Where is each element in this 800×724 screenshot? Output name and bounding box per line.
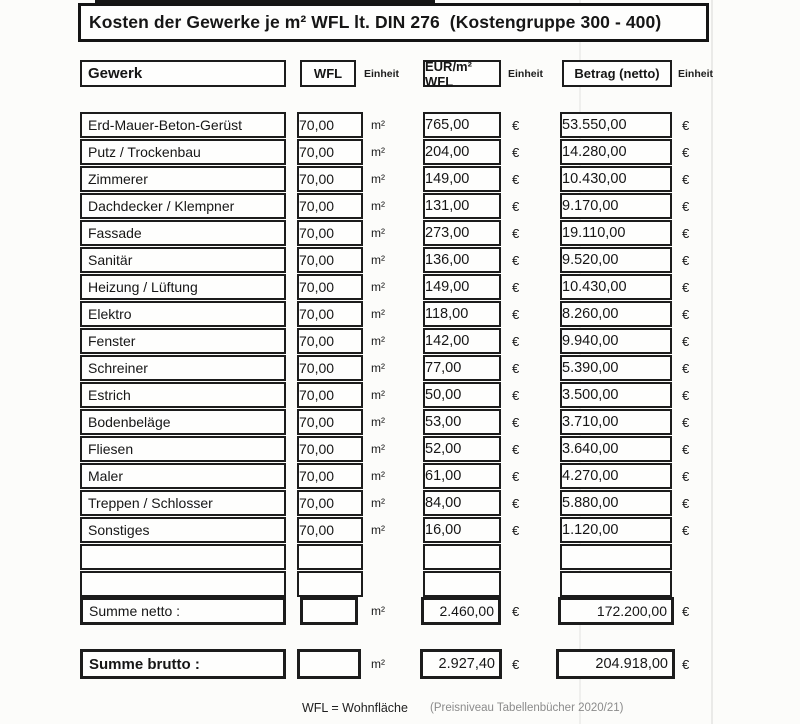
column-header-einheit: Einheit: [364, 67, 400, 80]
cell-betrag: [560, 247, 672, 273]
cell-eur-per-m2: [423, 328, 501, 354]
cell-eur-per-m2: [423, 463, 501, 489]
betrag-value: 3.500,00: [562, 387, 619, 403]
table-row: [0, 382, 800, 409]
wfl-value: 70,00: [299, 441, 335, 457]
unit-euro: €: [512, 225, 520, 241]
summe-netto-eur-value: 2.460,00: [439, 603, 494, 619]
cell-eur-per-m2: [423, 517, 501, 543]
unit-euro: €: [682, 333, 690, 349]
unit-euro: €: [682, 387, 690, 403]
unit-euro: €: [512, 656, 520, 672]
cell-betrag: [560, 328, 672, 354]
unit-m2: m²: [371, 604, 385, 618]
table-row: [0, 436, 800, 463]
cell-wfl: [297, 301, 363, 327]
gewerk-label: Fassade: [88, 225, 142, 241]
column-header-wfl: [300, 60, 356, 87]
betrag-value: 9.170,00: [562, 198, 619, 214]
betrag-value: 19.110,00: [562, 225, 626, 241]
unit-m2: m²: [371, 253, 385, 267]
gewerk-label: Bodenbeläge: [88, 414, 171, 430]
unit-m2: m²: [371, 118, 385, 132]
summe-brutto-eur-value: 2.927,40: [438, 656, 495, 672]
cell-eur-per-m2: [423, 193, 501, 219]
unit-m2: m²: [371, 361, 385, 375]
table-row: [0, 355, 800, 382]
cell-gewerk: [80, 274, 286, 300]
cell-eur-per-m2: [423, 247, 501, 273]
cell-wfl: [297, 112, 363, 138]
unit-m2: m²: [371, 469, 385, 483]
wfl-value: 70,00: [299, 360, 335, 376]
unit-euro: €: [512, 306, 520, 322]
column-header-eur-label: EUR/m² WFL: [425, 58, 472, 89]
summe-netto-row: [0, 597, 800, 627]
unit-euro: €: [682, 225, 690, 241]
betrag-value: 3.640,00: [562, 441, 619, 457]
gewerk-label: Treppen / Schlosser: [88, 495, 213, 511]
unit-euro: €: [682, 414, 690, 430]
cell-wfl: [297, 274, 363, 300]
table-row: [0, 409, 800, 436]
unit-euro: €: [682, 144, 690, 160]
eur-value: 53,00: [425, 414, 462, 430]
table-row: [0, 166, 800, 193]
table-row: [0, 517, 800, 544]
unit-m2: m²: [371, 199, 385, 213]
footer-note: (Preisniveau Tabellenbücher 2020/21): [430, 702, 624, 714]
unit-euro: €: [512, 252, 520, 268]
unit-euro: €: [512, 522, 520, 538]
unit-euro: €: [512, 360, 520, 376]
cell-wfl: [297, 436, 363, 462]
cell-wfl: [297, 247, 363, 273]
betrag-value: 4.270,00: [562, 468, 619, 484]
wfl-value: 70,00: [299, 117, 335, 133]
gewerk-label: Putz / Trockenbau: [88, 144, 201, 160]
cell-wfl: [297, 409, 363, 435]
cell-wfl: [297, 463, 363, 489]
summe-netto-label: Summe netto :: [89, 603, 181, 619]
column-header-betrag-label: Betrag (netto): [574, 66, 660, 81]
unit-euro: €: [682, 441, 690, 457]
unit-m2: m²: [371, 388, 385, 402]
eur-value: 77,00: [425, 360, 462, 376]
cell-betrag: [560, 220, 672, 246]
table-row: [0, 463, 800, 490]
cell-wfl: [297, 517, 363, 543]
wfl-value: 70,00: [299, 279, 335, 295]
eur-value: 204,00: [425, 144, 470, 160]
wfl-value: 70,00: [299, 306, 335, 322]
wfl-value: 70,00: [299, 144, 335, 160]
gewerk-label: Fenster: [88, 333, 136, 349]
cell-gewerk: [80, 517, 286, 543]
cell-wfl: [297, 166, 363, 192]
cell-wfl: [297, 193, 363, 219]
unit-euro: €: [682, 656, 690, 672]
unit-euro: €: [682, 198, 690, 214]
cell-betrag: [560, 166, 672, 192]
eur-value: 765,00: [425, 117, 470, 133]
table-row: [0, 220, 800, 247]
summe-brutto-label: Summe brutto :: [89, 655, 200, 673]
unit-m2: m²: [371, 226, 385, 240]
cell-gewerk: [80, 382, 286, 408]
cell-eur-per-m2: [423, 436, 501, 462]
unit-euro: €: [682, 468, 690, 484]
unit-euro: €: [512, 387, 520, 403]
unit-euro: €: [512, 198, 520, 214]
table-row-empty: [0, 571, 800, 598]
unit-euro: €: [682, 360, 690, 376]
cell-betrag: [560, 463, 672, 489]
cell-betrag: [560, 517, 672, 543]
summe-brutto-betrag-value: 204.918,00: [595, 656, 668, 672]
table-row: [0, 301, 800, 328]
column-header-wfl-label: WFL: [313, 66, 343, 81]
gewerk-label: Schreiner: [88, 360, 148, 376]
eur-value: 273,00: [425, 225, 470, 241]
eur-value: 118,00: [425, 306, 469, 322]
unit-m2: m²: [371, 280, 385, 294]
gewerk-label: Estrich: [88, 387, 131, 403]
column-header-eur-per-m2: [423, 60, 501, 87]
cell-gewerk: [80, 409, 286, 435]
unit-euro: €: [512, 441, 520, 457]
eur-value: 84,00: [425, 495, 462, 511]
unit-m2: m²: [371, 145, 385, 159]
footer-legend: WFL = Wohnfläche: [302, 701, 408, 715]
unit-m2: m²: [371, 523, 385, 537]
wfl-value: 70,00: [299, 225, 335, 241]
unit-euro: €: [682, 306, 690, 322]
eur-value: 61,00: [425, 468, 462, 484]
cell-gewerk: [80, 112, 286, 138]
betrag-value: 1.120,00: [562, 522, 619, 538]
summe-brutto-betrag-cell: [556, 649, 675, 679]
cell-wfl: [297, 355, 363, 381]
cell-gewerk: [80, 220, 286, 246]
unit-euro: €: [682, 117, 690, 133]
cell-gewerk: [80, 166, 286, 192]
unit-euro: €: [512, 144, 520, 160]
eur-value: 131,00: [425, 198, 470, 214]
cell-betrag: [560, 274, 672, 300]
unit-euro: €: [512, 603, 520, 619]
cell-eur-per-m2: [423, 409, 501, 435]
page-title-box: [78, 3, 709, 42]
unit-euro: €: [512, 468, 520, 484]
unit-m2: m²: [371, 496, 385, 510]
cell-gewerk: [80, 463, 286, 489]
unit-m2: m²: [371, 657, 385, 671]
cell-betrag: [560, 544, 672, 570]
gewerk-label: Erd-Mauer-Beton-Gerüst: [88, 117, 243, 133]
cell-gewerk: [80, 544, 286, 570]
unit-euro: €: [512, 333, 520, 349]
gewerk-label: Maler: [88, 468, 124, 484]
cell-gewerk: [80, 301, 286, 327]
betrag-value: 10.430,00: [562, 171, 627, 187]
cell-eur-per-m2: [423, 220, 501, 246]
betrag-value: 9.940,00: [562, 333, 619, 349]
unit-euro: €: [682, 522, 690, 538]
gewerk-label: Zimmerer: [88, 171, 148, 187]
unit-euro: €: [682, 279, 690, 295]
column-header-betrag-netto: [562, 60, 672, 87]
cell-gewerk: [80, 247, 286, 273]
cell-betrag: [560, 436, 672, 462]
unit-m2: m²: [371, 415, 385, 429]
eur-value: 52,00: [425, 441, 462, 457]
betrag-value: 53.550,00: [562, 117, 627, 133]
column-header-gewerk-label: Gewerk: [88, 65, 143, 82]
table-row: [0, 247, 800, 274]
eur-value: 149,00: [425, 171, 470, 187]
column-header-einheit: Einheit: [508, 67, 544, 80]
wfl-value: 70,00: [299, 198, 335, 214]
cell-eur-per-m2: [423, 166, 501, 192]
gewerk-label: Heizung / Lüftung: [88, 279, 198, 295]
cell-betrag: [560, 409, 672, 435]
betrag-value: 9.520,00: [562, 252, 619, 268]
table-row-empty: [0, 544, 800, 571]
wfl-value: 70,00: [299, 414, 335, 430]
cell-eur-per-m2: [423, 274, 501, 300]
cell-wfl: [297, 139, 363, 165]
gewerk-label: Fliesen: [88, 441, 134, 457]
wfl-value: 70,00: [299, 495, 335, 511]
page-title: Kosten der Gewerke je m² WFL lt. DIN 276 (Kostengruppe 300 - 400): [89, 12, 662, 32]
eur-value: 149,00: [425, 279, 470, 295]
table-row: [0, 328, 800, 355]
eur-value: 16,00: [425, 522, 462, 538]
betrag-value: 8.260,00: [562, 306, 619, 322]
cell-wfl: [297, 544, 363, 570]
unit-m2: m²: [371, 307, 385, 321]
cell-eur-per-m2: [423, 301, 501, 327]
unit-euro: €: [682, 252, 690, 268]
cell-eur-per-m2: [423, 571, 501, 597]
column-header-gewerk: [80, 60, 286, 87]
cell-eur-per-m2: [423, 544, 501, 570]
table-row: [0, 193, 800, 220]
unit-euro: €: [512, 414, 520, 430]
cell-betrag: [560, 193, 672, 219]
cell-betrag: [560, 571, 672, 597]
unit-euro: €: [512, 117, 520, 133]
cell-gewerk: [80, 139, 286, 165]
betrag-value: 10.430,00: [562, 279, 627, 295]
cell-wfl: [297, 220, 363, 246]
cell-wfl: [297, 382, 363, 408]
gewerk-label: Dachdecker / Klempner: [88, 198, 235, 214]
gewerk-label: Elektro: [88, 306, 132, 322]
wfl-value: 70,00: [299, 171, 335, 187]
unit-euro: €: [512, 279, 520, 295]
cell-betrag: [560, 355, 672, 381]
table-row: [0, 274, 800, 301]
wfl-value: 70,00: [299, 468, 335, 484]
betrag-value: 5.390,00: [562, 360, 619, 376]
unit-euro: €: [512, 171, 520, 187]
unit-euro: €: [682, 603, 690, 619]
cell-eur-per-m2: [423, 490, 501, 516]
cell-gewerk: [80, 436, 286, 462]
cell-gewerk: [80, 490, 286, 516]
wfl-value: 70,00: [299, 522, 335, 538]
gewerk-label: Sonstiges: [88, 522, 150, 538]
wfl-value: 70,00: [299, 333, 335, 349]
wfl-value: 70,00: [299, 252, 335, 268]
table-row: [0, 490, 800, 517]
cell-betrag: [560, 382, 672, 408]
unit-euro: €: [512, 495, 520, 511]
betrag-value: 14.280,00: [562, 144, 627, 160]
eur-value: 142,00: [425, 333, 470, 349]
summe-brutto-eur-cell: [420, 649, 502, 679]
unit-euro: €: [682, 171, 690, 187]
summe-netto-betrag-value: 172.200,00: [596, 603, 667, 619]
cell-betrag: [560, 490, 672, 516]
wfl-value: 70,00: [299, 387, 335, 403]
summe-netto-betrag-cell: [558, 597, 674, 625]
summe-brutto-label-cell: [80, 649, 286, 679]
cell-betrag: [560, 112, 672, 138]
cell-wfl: [297, 571, 363, 597]
table-row: [0, 139, 800, 166]
cell-gewerk: [80, 571, 286, 597]
cell-eur-per-m2: [423, 355, 501, 381]
betrag-value: 3.710,00: [562, 414, 619, 430]
cell-eur-per-m2: [423, 139, 501, 165]
cell-betrag: [560, 301, 672, 327]
unit-m2: m²: [371, 334, 385, 348]
cell-eur-per-m2: [423, 112, 501, 138]
table-row: [0, 112, 800, 139]
summe-brutto-row: [0, 649, 800, 681]
cell-wfl: [297, 328, 363, 354]
unit-m2: m²: [371, 172, 385, 186]
unit-euro: €: [682, 495, 690, 511]
summe-netto-wfl-cell: [300, 597, 358, 625]
cell-eur-per-m2: [423, 382, 501, 408]
cell-betrag: [560, 139, 672, 165]
eur-value: 136,00: [425, 252, 470, 268]
summe-brutto-wfl-cell: [297, 649, 361, 679]
cell-gewerk: [80, 193, 286, 219]
gewerk-label: Sanitär: [88, 252, 133, 268]
cell-gewerk: [80, 355, 286, 381]
summe-netto-eur-cell: [421, 597, 501, 625]
cell-wfl: [297, 490, 363, 516]
betrag-value: 5.880,00: [562, 495, 619, 511]
column-header-einheit: Einheit: [678, 67, 714, 80]
eur-value: 50,00: [425, 387, 462, 403]
cell-gewerk: [80, 328, 286, 354]
summe-netto-label-cell: [80, 597, 286, 625]
unit-m2: m²: [371, 442, 385, 456]
